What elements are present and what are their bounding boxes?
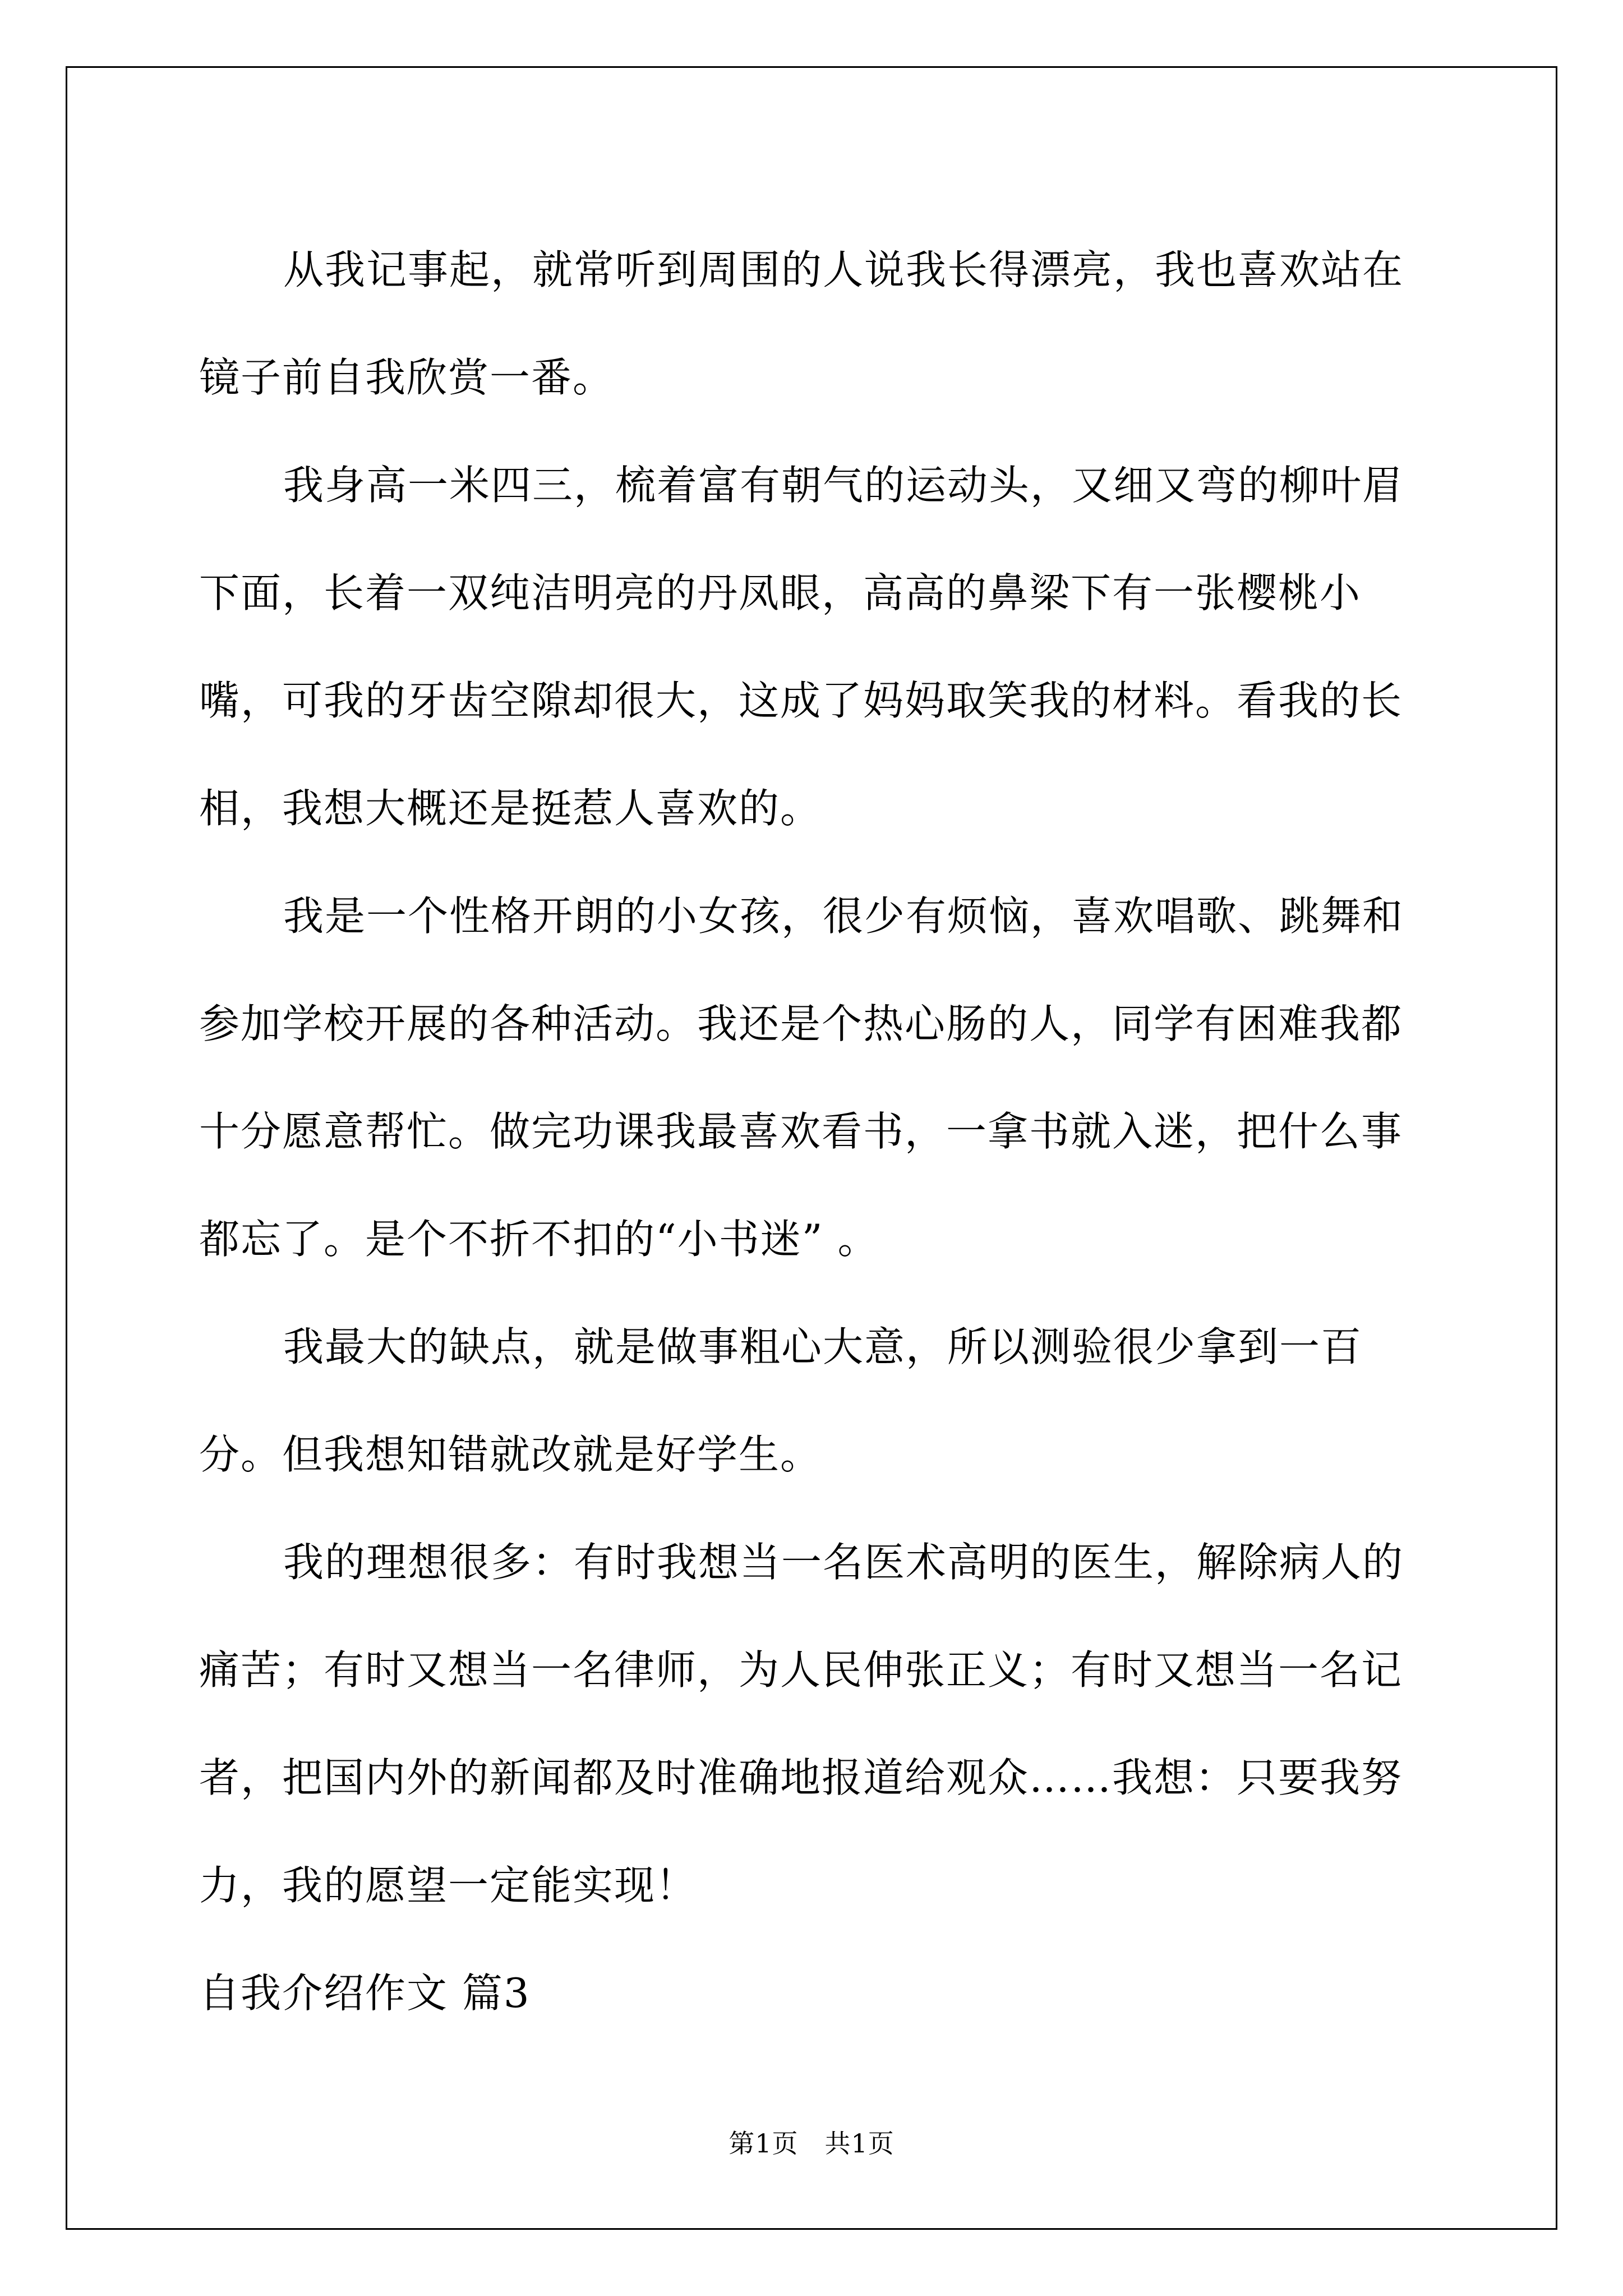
paragraph-4: 我最大的缺点，就是做事粗心大意，所以测验很少拿到一百分。但我想知错就改就是好学生。 — [199, 1323, 1363, 1478]
section-heading: 自我介绍作文 篇3 — [199, 1970, 531, 2017]
document-body — [199, 216, 1441, 2047]
paragraph-1: 从我记事起，就常听到周围的人说我长得漂亮，我也喜欢站在镜子前自我欣赏一番。 — [199, 246, 1404, 401]
paragraph-3: 我是一个性格开朗的小女孩，很少有烦恼，喜欢唱歌、跳舞和参加学校开展的各种活动。我还是个热心肠的人，同学有困难我都十分愿意帮忙。做完功课我最喜欢看书，一拿书就入迷，把什么事都忘了。是个不折不扣的“小书迷” 。 — [199, 892, 1404, 1263]
paragraph-5: 我的理想很多：有时我想当一名医术高明的医生，解除病人的痛苦；有时又想当一名律师，为人民伸张正义；有时又想当一名记者，把国内外的新闻都及时准确地报道给观众……我想：只要我努力，我的愿望一定能实现！ — [199, 1539, 1404, 1909]
paragraph-2: 我身高一米四三，梳着富有朝气的运动头，又细又弯的柳叶眉下面，长着一双纯洁明亮的丹凤眼，高高的鼻梁下有一张樱桃小嘴，可我的牙齿空隙却很大，这成了妈妈取笑我的材料。看我的长相，我想大概还是挺惹人喜欢的。 — [199, 462, 1404, 832]
page-footer: 第1页 共1页 — [728, 2128, 895, 2159]
